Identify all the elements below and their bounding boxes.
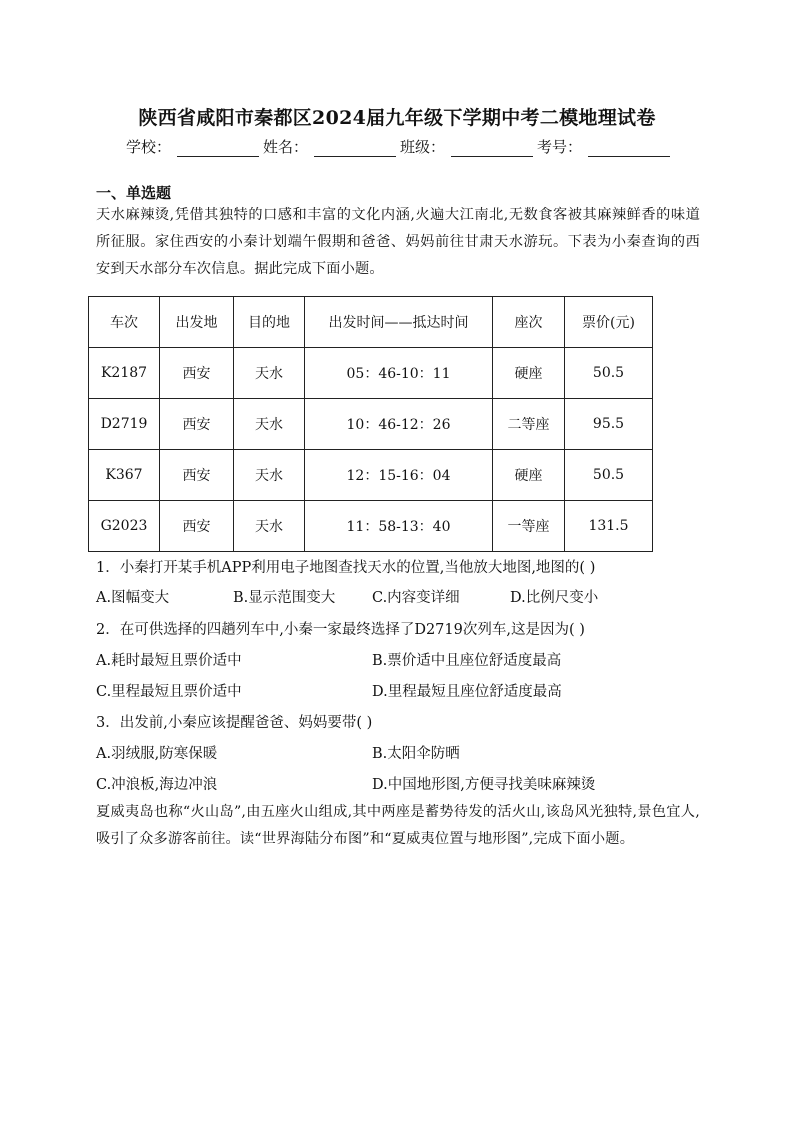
time-cell: 10：46-12：26 [305,399,493,450]
question-2-stem: 2．在可供选择的四趟列车中,小秦一家最终选择了D2719次列车,这是因为( ) [96,622,585,638]
table-row [89,501,653,552]
price-cell: 95.5 [565,399,653,450]
train-number-cell: K2187 [89,348,160,399]
time-cell: 05：46-10：11 [305,348,493,399]
exam-number-blank[interactable] [588,142,670,157]
class-blank[interactable] [451,142,533,157]
question-2-option-d[interactable]: D.里程最短且座位舒适度最高 [372,684,562,700]
departure-cell: 西安 [160,399,234,450]
departure-cell: 西安 [160,348,234,399]
question-3-stem: 3．出发前,小秦应该提醒爸爸、妈妈要带( ) [96,715,373,731]
departure-cell: 西安 [160,501,234,552]
class-label: 班级： [400,138,446,156]
school-blank[interactable] [177,142,259,157]
header-cell: 票价(元) [565,297,653,348]
header-cell: 座次 [493,297,565,348]
question-1-option-b[interactable]: B.显示范围变大 [233,590,336,606]
question-2-option-c[interactable]: C.里程最短且票价适中 [96,684,242,700]
question-2-option-a[interactable]: A.耗时最短且票价适中 [96,653,242,669]
question-1-option-d[interactable]: D.比例尺变小 [510,590,599,606]
table-row [89,450,653,501]
exam-title: 陕西省咸阳市秦都区2024届九年级下学期中考二模地理试卷 [138,107,656,129]
destination-cell: 天水 [234,501,305,552]
price-cell: 131.5 [565,501,653,552]
question-1-option-c[interactable]: C.内容变详细 [372,590,460,606]
table-header-row [89,297,653,348]
question-3-option-c[interactable]: C.冲浪板,海边冲浪 [96,777,218,793]
section-heading: 一、单选题 [96,184,172,202]
departure-cell: 西安 [160,450,234,501]
name-label: 姓名： [263,138,309,156]
destination-cell: 天水 [234,450,305,501]
question-3-option-b[interactable]: B.太阳伞防晒 [372,746,460,762]
time-cell: 11：58-13：40 [305,501,493,552]
train-schedule-table [88,296,653,552]
question-1-stem: 1．小秦打开某手机APP利用电子地图查找天水的位置,当他放大地图,地图的( ) [96,560,596,576]
seat-cell: 二等座 [493,399,565,450]
student-info-line [124,136,670,157]
name-blank[interactable] [314,142,396,157]
school-label: 学校： [126,138,172,156]
table-row [89,348,653,399]
train-number-cell: D2719 [89,399,160,450]
intro-passage: 天水麻辣烫,凭借其独特的口感和丰富的文化内涵,火遍大江南北,无数食客被其麻辣鲜香的味道所征服。家住西安的小秦计划端午假期和爸爸、妈妈前往甘肃天水游玩。下表为小秦查询的西安到天水部分车次信息。据此完成下面小题。 [96,207,700,277]
header-cell: 出发地 [160,297,234,348]
exam-number-label: 考号： [537,138,583,156]
price-cell: 50.5 [565,450,653,501]
seat-cell: 硬座 [493,348,565,399]
header-cell: 出发时间——抵达时间 [305,297,493,348]
table-row [89,399,653,450]
question-2-option-b[interactable]: B.票价适中且座位舒适度最高 [372,653,562,669]
destination-cell: 天水 [234,348,305,399]
question-3-option-d[interactable]: D.中国地形图,方便寻找美味麻辣烫 [372,777,596,793]
time-cell: 12：15-16：04 [305,450,493,501]
header-cell: 目的地 [234,297,305,348]
train-number-cell: K367 [89,450,160,501]
destination-cell: 天水 [234,399,305,450]
train-number-cell: G2023 [89,501,160,552]
second-passage: 夏威夷岛也称“火山岛”,由五座火山组成,其中两座是蓄势待发的活火山,该岛风光独特,景色宜人,吸引了众多游客前往。读“世界海陆分布图”和“夏威夷位置与地形图”,完成下面小题。 [96,804,700,847]
header-cell: 车次 [89,297,160,348]
seat-cell: 硬座 [493,450,565,501]
question-3-option-a[interactable]: A.羽绒服,防寒保暖 [96,746,218,762]
question-1-option-a[interactable]: A.图幅变大 [96,590,170,606]
seat-cell: 一等座 [493,501,565,552]
price-cell: 50.5 [565,348,653,399]
